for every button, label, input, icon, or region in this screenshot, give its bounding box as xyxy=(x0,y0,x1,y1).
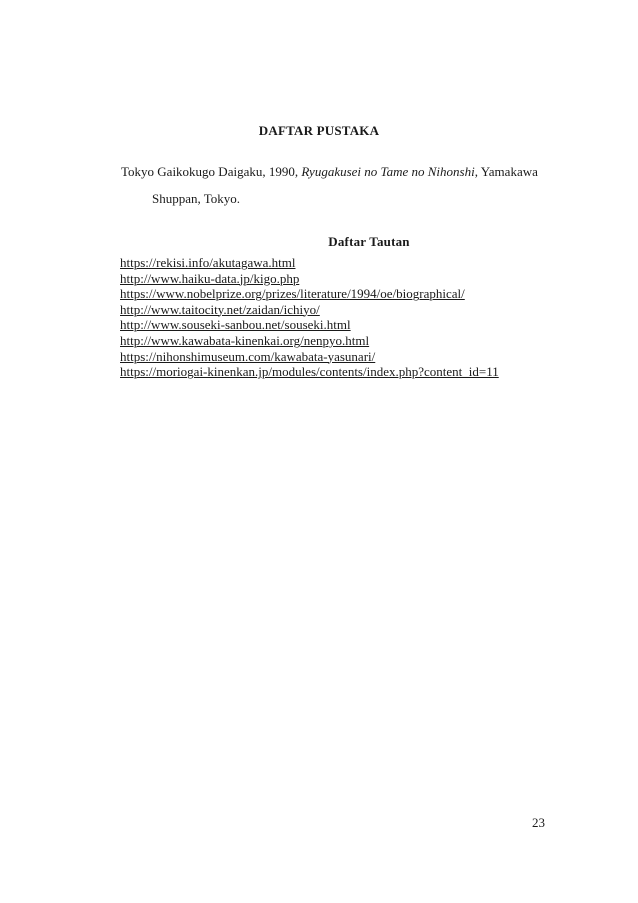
link-item[interactable]: https://moriogai-kinenkan.jp/modules/contents/index.php?content_id=11 xyxy=(120,364,499,380)
reference-entry-line-2 xyxy=(152,191,240,207)
reference-entry-line-1 xyxy=(121,164,538,180)
list-item xyxy=(120,302,499,318)
link-item[interactable]: http://www.taitocity.net/zaidan/ichiyo/ xyxy=(120,301,320,317)
link-item[interactable]: https://rekisi.info/akutagawa.html xyxy=(120,255,296,270)
list-item xyxy=(120,271,499,287)
link-item[interactable]: http://www.souseki-sanbou.net/souseki.html xyxy=(120,317,351,333)
list-item xyxy=(120,333,499,349)
link-item[interactable]: http://www.kawabata-kinenkai.org/nenpyo.html xyxy=(120,332,370,348)
reference-publisher-part1: , Yamakawa xyxy=(474,164,538,179)
list-item xyxy=(120,317,499,333)
reference-work-title: Ryugakusei no Tame no Nihonshi xyxy=(301,164,475,179)
list-item xyxy=(120,286,499,302)
list-item xyxy=(120,349,499,365)
links-heading: Daftar Tautan xyxy=(328,234,410,249)
link-item[interactable]: https://nihonshimuseum.com/kawabata-yasunari/ xyxy=(120,348,376,364)
page-number: 23 xyxy=(532,815,545,830)
links-list xyxy=(120,255,499,380)
reference-author-year: Tokyo Gaikokugo Daigaku, 1990, xyxy=(121,164,302,179)
list-item xyxy=(120,255,499,271)
reference-publisher-part2: Shuppan, Tokyo. xyxy=(152,191,241,206)
link-item[interactable]: https://www.nobelprize.org/prizes/literature/1994/oe/biographical/ xyxy=(120,286,465,302)
page-title: DAFTAR PUSTAKA xyxy=(258,123,380,138)
list-item xyxy=(120,364,499,380)
link-item[interactable]: http://www.haiku-data.jp/kigo.php xyxy=(120,270,300,286)
